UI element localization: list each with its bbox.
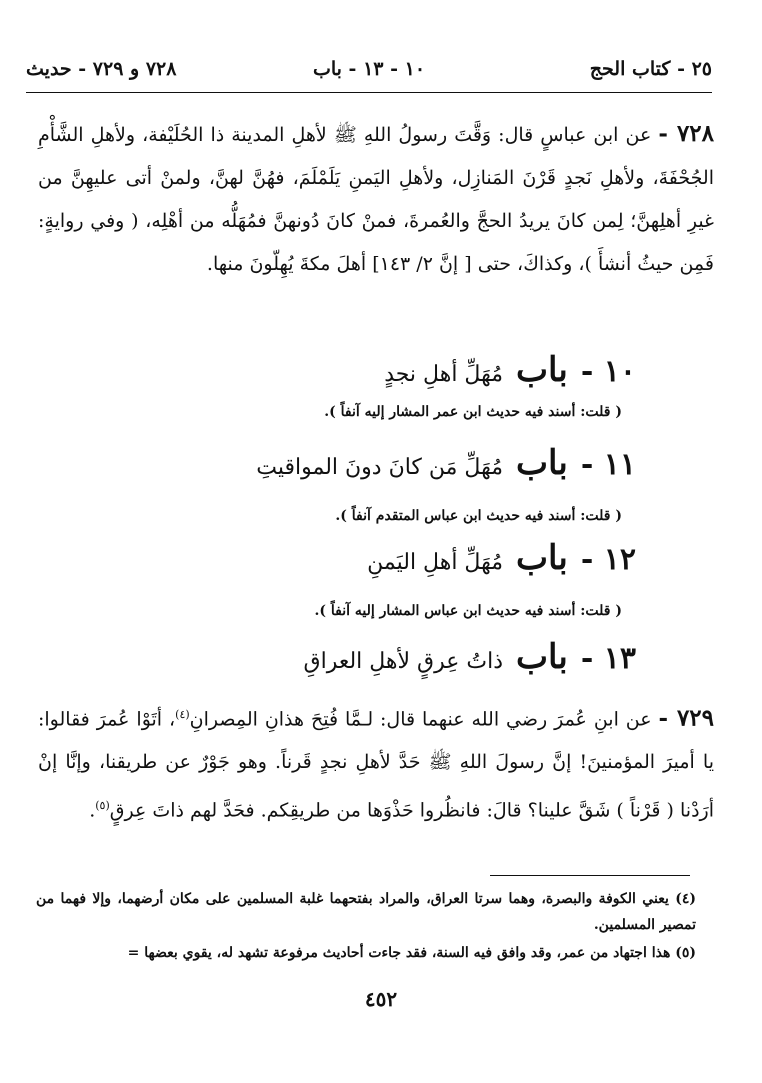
- header-chapter-range: ١٠ - ١٣ - باب: [312, 58, 426, 80]
- footnote-divider: [490, 875, 690, 876]
- hadith-number: ٧٢٨ -: [658, 120, 714, 147]
- chapter-title: مُهَلِّ مَن كانَ دونَ المواقيتِ: [256, 455, 504, 480]
- chapter-heading-13: [304, 637, 636, 677]
- hadith-number: ٧٢٩ -: [658, 704, 715, 732]
- hadith-text-part: ، أتَوْا عُمرَ فقالوا: يا أميرَ المؤمنينَ! إنَّ رسولَ اللهِ ﷺ حَدَّ لأهلِ نجدٍ قَرناً. وهو جَوْرٌ عن طريقنا، وإنَّا إنْ أرَدْنا ( قَرْناً ) شَقَّ علينا؟ قالَ: فانظُروا حَذْوَها من طريقِكم. فحَدَّ لهم ذاتَ عِرقٍ: [38, 708, 714, 822]
- chapter-bab-word: باب: [516, 538, 568, 578]
- chapter-number: ١٣ -: [580, 641, 636, 676]
- footnote-4: (٤) يعني الكوفة والبصرة، وهما سرتا العراق، والمراد بفتحهما غلبة المسلمين على مكان أرضهما، وإلا فهما من تمصير المسلمين.: [36, 891, 696, 933]
- chapter-title: مُهَلِّ أهلِ اليَمنِ: [367, 550, 504, 575]
- header-divider: [26, 92, 712, 93]
- chapter-title: ذاتُ عِرقٍ لأهلِ العراقِ: [303, 649, 504, 674]
- hadith-text: عن ابن عباسٍ قال: وَقَّتَ رسولُ اللهِ ﷺ لأهلِ المدينة ذا الحُلَيْفة، ولأهلِ الشَّأْمِ الجُحْفَةَ، ولأهلِ نَجدٍ قَرْنَ المَنازِل، ولأهلِ اليَمنِ يَلَمْلَمَ، فهُنَّ لهنَّ، ولمنْ أتى عليهِنَّ من غيرِ أهلِهنَّ؛ لِمن كانَ يريدُ الحجَّ والعُمرةَ، فمنْ كانَ دُونهنَّ فمُهَلُّه من أهْلِه، ( وفي روايةٍ: فَمِن حيثُ أنشأَ )، وكذاكَ، حتى [ إنَّ ٢/ ١٤٣] أهلَ مكةَ يُهِلّونَ منها.: [38, 124, 714, 275]
- chapter-number: ١٠ -: [580, 354, 636, 389]
- header-hadith-range: ٧٢٨ و ٧٢٩ - حديث: [26, 58, 177, 80]
- chapter-title: مُهَلِّ أهلِ نجدٍ: [384, 362, 504, 387]
- chapter-bab-word: باب: [516, 443, 568, 483]
- hadith-text-part: عن ابنِ عُمرَ رضي الله عنهما قال: لـمَّا فُتِحَ هذانِ المِصرانِ: [189, 708, 652, 731]
- hadith-728: [38, 112, 714, 286]
- chapter-number: ١١ -: [580, 447, 636, 482]
- header-book-title: ٢٥ - كتاب الحج: [589, 58, 712, 80]
- chapter-heading-11: [256, 443, 636, 483]
- running-header: [26, 52, 712, 86]
- chapter-number: ١٢ -: [580, 542, 636, 577]
- chapter-bab-word: باب: [516, 350, 568, 390]
- footnote-5: (٥) هذا اجتهاد من عمر، وقد وافق فيه السنة، فقد جاءت أحاديث مرفوعة تشهد له، يقوي بعضها =: [127, 945, 696, 961]
- footnote-marker[interactable]: (٥): [95, 799, 110, 813]
- chapter-heading-12: [367, 538, 636, 578]
- chapter-note-11: ( قلت: أسند فيه حديث ابن عباس المتقدم آنفاً ).: [335, 508, 622, 524]
- page-number: ٤٥٢: [364, 987, 398, 1011]
- hadith-729: [38, 693, 714, 833]
- chapter-bab-word: باب: [516, 637, 568, 677]
- footnote-marker[interactable]: (٤): [175, 708, 190, 721]
- hadith-text-part: .: [89, 799, 96, 822]
- chapter-heading-10: [384, 350, 636, 390]
- chapter-note-10: ( قلت: أسند فيه حديث ابن عمر المشار إليه آنفاً ).: [324, 404, 622, 420]
- chapter-note-12: ( قلت: أسند فيه حديث ابن عباس المشار إليه آنفاً ).: [314, 603, 622, 619]
